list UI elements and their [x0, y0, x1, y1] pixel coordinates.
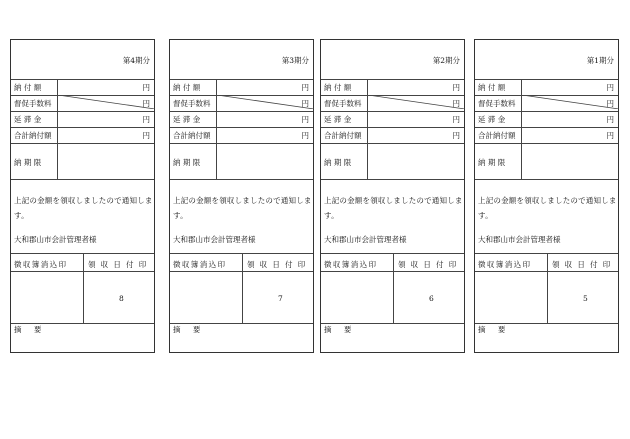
reminder-fee-yen: 円	[452, 99, 460, 108]
divider	[321, 111, 464, 112]
reminder-fee-label: 督促手数料	[173, 99, 211, 108]
receipt-date-stamp-header: 領 収 日 付 印	[88, 260, 148, 269]
divider	[11, 111, 154, 112]
reminder-fee-strike-line	[58, 95, 155, 109]
divider	[11, 143, 154, 144]
late-fee-yen: 円	[452, 115, 460, 124]
receipt-slip	[10, 39, 155, 353]
total-yen: 円	[301, 131, 309, 140]
remarks-label: 摘 要	[173, 325, 206, 334]
due-date-label: 納 期 限	[14, 158, 42, 167]
label-column-divider	[521, 79, 522, 179]
remarks-label: 摘 要	[324, 325, 357, 334]
receipt-date-stamp-header: 領 収 日 付 印	[247, 260, 307, 269]
divider	[321, 79, 464, 80]
amount-yen: 円	[301, 83, 309, 92]
addressee: 大和郡山市会計管理者様	[324, 235, 407, 244]
stamp-column-divider	[393, 253, 394, 323]
slip-number: 5	[583, 294, 588, 303]
late-fee-label: 延 滞 金	[478, 115, 506, 124]
late-fee-label: 延 滞 金	[14, 115, 42, 124]
label-column-divider	[367, 79, 368, 179]
receipt-notice: 上記の金額を領収しましたので通知します。	[173, 196, 312, 220]
divider	[475, 179, 618, 180]
divider	[321, 127, 464, 128]
receipt-slip	[169, 39, 314, 353]
amount-yen: 円	[606, 83, 614, 92]
amount-label: 納 付 額	[14, 83, 42, 92]
addressee: 大和郡山市会計管理者様	[173, 235, 256, 244]
receipt-date-stamp-header: 領 収 日 付 印	[552, 260, 612, 269]
total-label: 合計納付額	[324, 131, 362, 140]
total-label: 合計納付額	[478, 131, 516, 140]
installment-period: 第4期分	[122, 56, 150, 65]
reminder-fee-strike-line	[217, 95, 314, 109]
late-fee-yen: 円	[301, 115, 309, 124]
divider	[475, 143, 618, 144]
reminder-fee-yen: 円	[142, 99, 150, 108]
total-label: 合計納付額	[173, 131, 211, 140]
late-fee-yen: 円	[142, 115, 150, 124]
reminder-fee-label: 督促手数料	[324, 99, 362, 108]
divider	[170, 179, 313, 180]
collection-stamp-header: 徴収簿消込印	[173, 260, 227, 269]
remarks-label: 摘 要	[14, 325, 47, 334]
reminder-fee-strike-line	[522, 95, 619, 109]
divider	[321, 179, 464, 180]
receipt-slip	[474, 39, 619, 353]
reminder-fee-yen: 円	[606, 99, 614, 108]
receipt-slip	[320, 39, 465, 353]
divider	[170, 143, 313, 144]
reminder-fee-label: 督促手数料	[478, 99, 516, 108]
addressee: 大和郡山市会計管理者様	[478, 235, 561, 244]
remarks-label: 摘 要	[478, 325, 511, 334]
amount-label: 納 付 額	[324, 83, 352, 92]
divider	[475, 127, 618, 128]
installment-period: 第2期分	[432, 56, 460, 65]
reminder-fee-strike-line	[368, 95, 465, 109]
installment-period: 第1期分	[586, 56, 614, 65]
divider	[475, 111, 618, 112]
slip-number: 7	[278, 294, 283, 303]
label-column-divider	[216, 79, 217, 179]
due-date-label: 納 期 限	[324, 158, 352, 167]
amount-yen: 円	[142, 83, 150, 92]
stamp-column-divider	[83, 253, 84, 323]
reminder-fee-label: 督促手数料	[14, 99, 52, 108]
reminder-fee-yen: 円	[301, 99, 309, 108]
divider	[170, 111, 313, 112]
late-fee-label: 延 滞 金	[173, 115, 201, 124]
stamp-column-divider	[547, 253, 548, 323]
divider	[170, 127, 313, 128]
addressee: 大和郡山市会計管理者様	[14, 235, 97, 244]
stamp-column-divider	[242, 253, 243, 323]
divider	[11, 79, 154, 80]
receipt-notice: 上記の金額を領収しましたので通知します。	[478, 196, 617, 220]
collection-stamp-header: 徴収簿消込印	[14, 260, 68, 269]
receipt-notice: 上記の金額を領収しましたので通知します。	[324, 196, 463, 220]
amount-yen: 円	[452, 83, 460, 92]
total-yen: 円	[606, 131, 614, 140]
total-label: 合計納付額	[14, 131, 52, 140]
due-date-label: 納 期 限	[173, 158, 201, 167]
collection-stamp-header: 徴収簿消込印	[324, 260, 378, 269]
divider	[475, 79, 618, 80]
divider	[11, 127, 154, 128]
collection-stamp-header: 徴収簿消込印	[478, 260, 532, 269]
receipt-date-stamp-header: 領 収 日 付 印	[398, 260, 458, 269]
due-date-label: 納 期 限	[478, 158, 506, 167]
late-fee-yen: 円	[606, 115, 614, 124]
divider	[321, 143, 464, 144]
divider	[170, 79, 313, 80]
total-yen: 円	[452, 131, 460, 140]
slip-number: 6	[429, 294, 434, 303]
divider	[11, 179, 154, 180]
label-column-divider	[57, 79, 58, 179]
receipt-notice: 上記の金額を領収しましたので通知します。	[14, 196, 153, 220]
installment-period: 第3期分	[281, 56, 309, 65]
late-fee-label: 延 滞 金	[324, 115, 352, 124]
amount-label: 納 付 額	[478, 83, 506, 92]
total-yen: 円	[142, 131, 150, 140]
slip-number: 8	[119, 294, 124, 303]
amount-label: 納 付 額	[173, 83, 201, 92]
